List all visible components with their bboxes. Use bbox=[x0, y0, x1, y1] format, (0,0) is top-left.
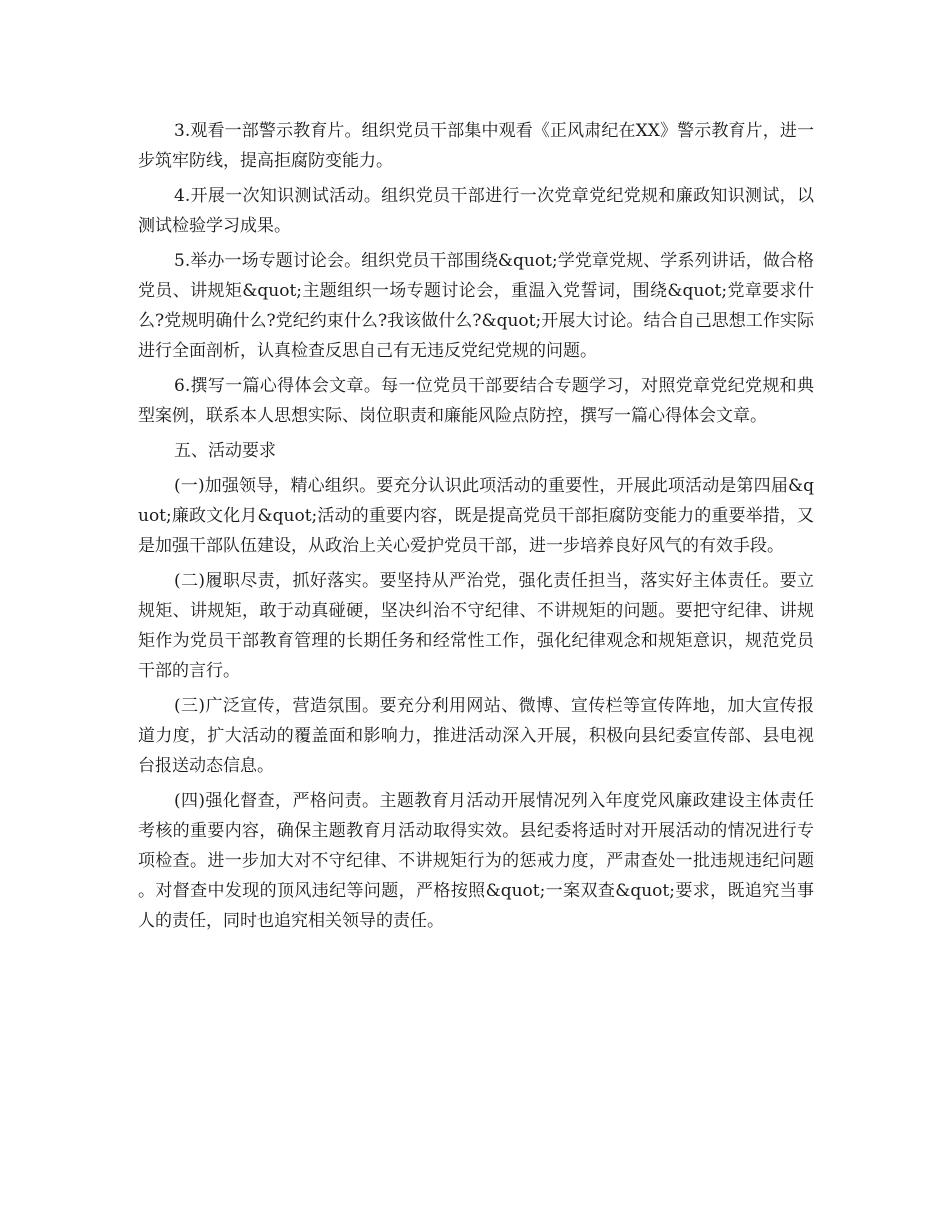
requirement-item-1: (一)加强领导，精心组织。要充分认识此项活动的重要性，开展此项活动是第四届&quot;廉政文化月&quot;活动的重要内容，既是提高党员干部拒腐防变能力的重要举措，又是加强干部队伍建设，从政治上关心爱护党员干部，进一步培养良好风气的有效手段。 bbox=[138, 476, 814, 556]
requirement-item-2: (二)履职尽责，抓好落实。要坚持从严治党，强化责任担当，落实好主体责任。要立规矩、讲规矩，敢于动真碰硬，坚决纠治不守纪律、不讲规矩的问题。要把守纪律、讲规矩作为党员干部教育管理的长期任务和经常性工作，强化纪律观念和规矩意识，规范党员干部的言行。 bbox=[138, 571, 814, 681]
requirement-item-3: (三)广泛宣传，营造氛围。要充分利用网站、微博、宣传栏等宣传阵地，加大宣传报道力度，扩大活动的覆盖面和影响力，推进活动深入开展，积极向县纪委宣传部、县电视台报送动态信息。 bbox=[138, 696, 814, 776]
paragraph-item-4: 4.开展一次知识测试活动。组织党员干部进行一次党章党纪党规和廉政知识测试，以测试检验学习成果。 bbox=[138, 186, 814, 236]
requirement-item-4: (四)强化督查，严格问责。主题教育月活动开展情况列入年度党风廉政建设主体责任考核的重要内容，确保主题教育月活动取得实效。县纪委将适时对开展活动的情况进行专项检查。进一步加大对不守纪律、不讲规矩行为的惩戒力度，严肃查处一批违规违纪问题。对督查中发现的顶风违纪等问题，严格按照&quot;一案双查&quot;要求，既追究当事人的责任，同时也追究相关领导的责任。 bbox=[138, 791, 814, 931]
paragraph-item-5: 5.举办一场专题讨论会。组织党员干部围绕&quot;学党章党规、学系列讲话，做合格党员、讲规矩&quot;主题组织一场专题讨论会，重温入党誓词，围绕&quot;党章要求什么?党规明确什么?党纪约束什么?我该做什么?&quot;开展大讨论。结合自己思想工作实际进行全面剖析，认真检查反思自己有无违反党纪党规的问题。 bbox=[138, 251, 814, 361]
section-heading-activity-requirements: 五、活动要求 bbox=[174, 441, 276, 461]
paragraph-item-6: 6.撰写一篇心得体会文章。每一位党员干部要结合专题学习，对照党章党纪党规和典型案例，联系本人思想实际、岗位职责和廉能风险点防控，撰写一篇心得体会文章。 bbox=[138, 376, 814, 426]
paragraph-item-3: 3.观看一部警示教育片。组织党员干部集中观看《正风肃纪在XX》警示教育片，进一步筑牢防线，提高拒腐防变能力。 bbox=[138, 121, 814, 171]
document-body bbox=[138, 116, 814, 941]
